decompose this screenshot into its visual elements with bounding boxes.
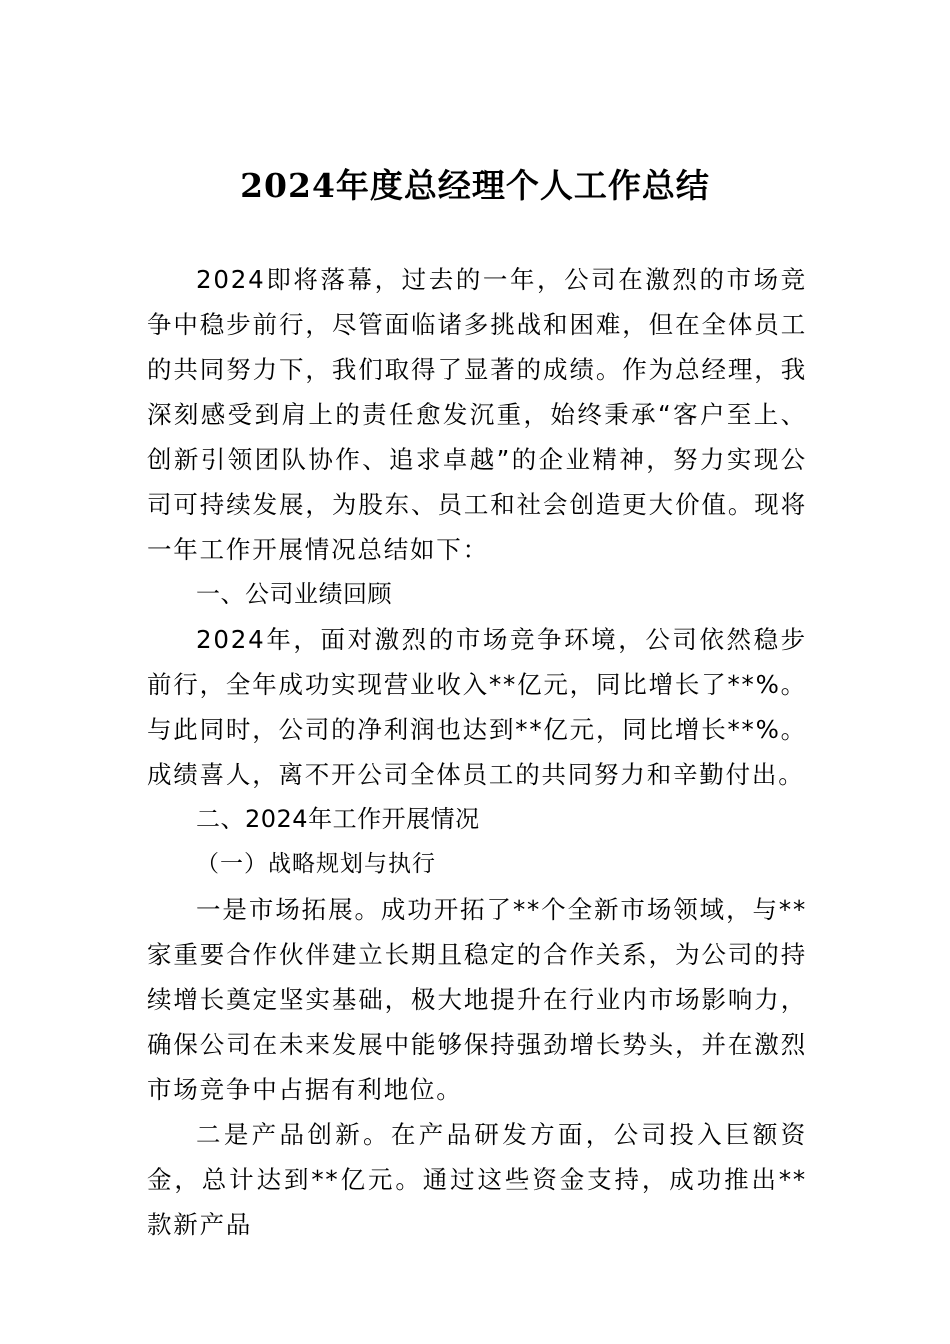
section-heading-work-progress: 二、2024年工作开展情况 xyxy=(196,805,480,833)
document-title: 2024年度总经理个人工作总结 xyxy=(240,166,710,205)
subsection-heading-strategy: （一）战略规划与执行 xyxy=(196,851,436,877)
product-innovation-paragraph: 二是产品创新。在产品研发方面，公司投入巨额资金，总计达到**亿元。通过这些资金支持，成功推出**款新产品 xyxy=(147,1120,807,1239)
document-body xyxy=(147,257,807,1247)
performance-review-paragraph: 2024年，面对激烈的市场竞争环境，公司依然稳步前行，全年成功实现营业收入**亿元，同比增长了**%。与此同时，公司的净利润也达到**亿元，同比增长**%。成绩喜人，离不开公司全体员工的共同努力和辛勤付出。 xyxy=(147,625,807,789)
section-heading-performance-review: 一、公司业绩回顾 xyxy=(196,580,392,608)
market-expansion-paragraph: 一是市场拓展。成功开拓了**个全新市场领域，与**家重要合作伙伴建立长期且稳定的合作关系，为公司的持续增长奠定坚实基础，极大地提升在行业内市场影响力，确保公司在未来发展中能够保持强劲增长势头，并在激烈市场竞争中占据有利地位。 xyxy=(147,895,807,1104)
intro-paragraph: 2024即将落幕，过去的一年，公司在激烈的市场竞争中稳步前行，尽管面临诸多挑战和困难，但在全体员工的共同努力下，我们取得了显著的成绩。作为总经理，我深刻感受到肩上的责任愈发沉重，始终秉承“客户至上、创新引领团队协作、追求卓越”的企业精神，努力实现公司可持续发展，为股东、员工和社会创造更大价值。现将一年工作开展情况总结如下： xyxy=(147,265,807,564)
